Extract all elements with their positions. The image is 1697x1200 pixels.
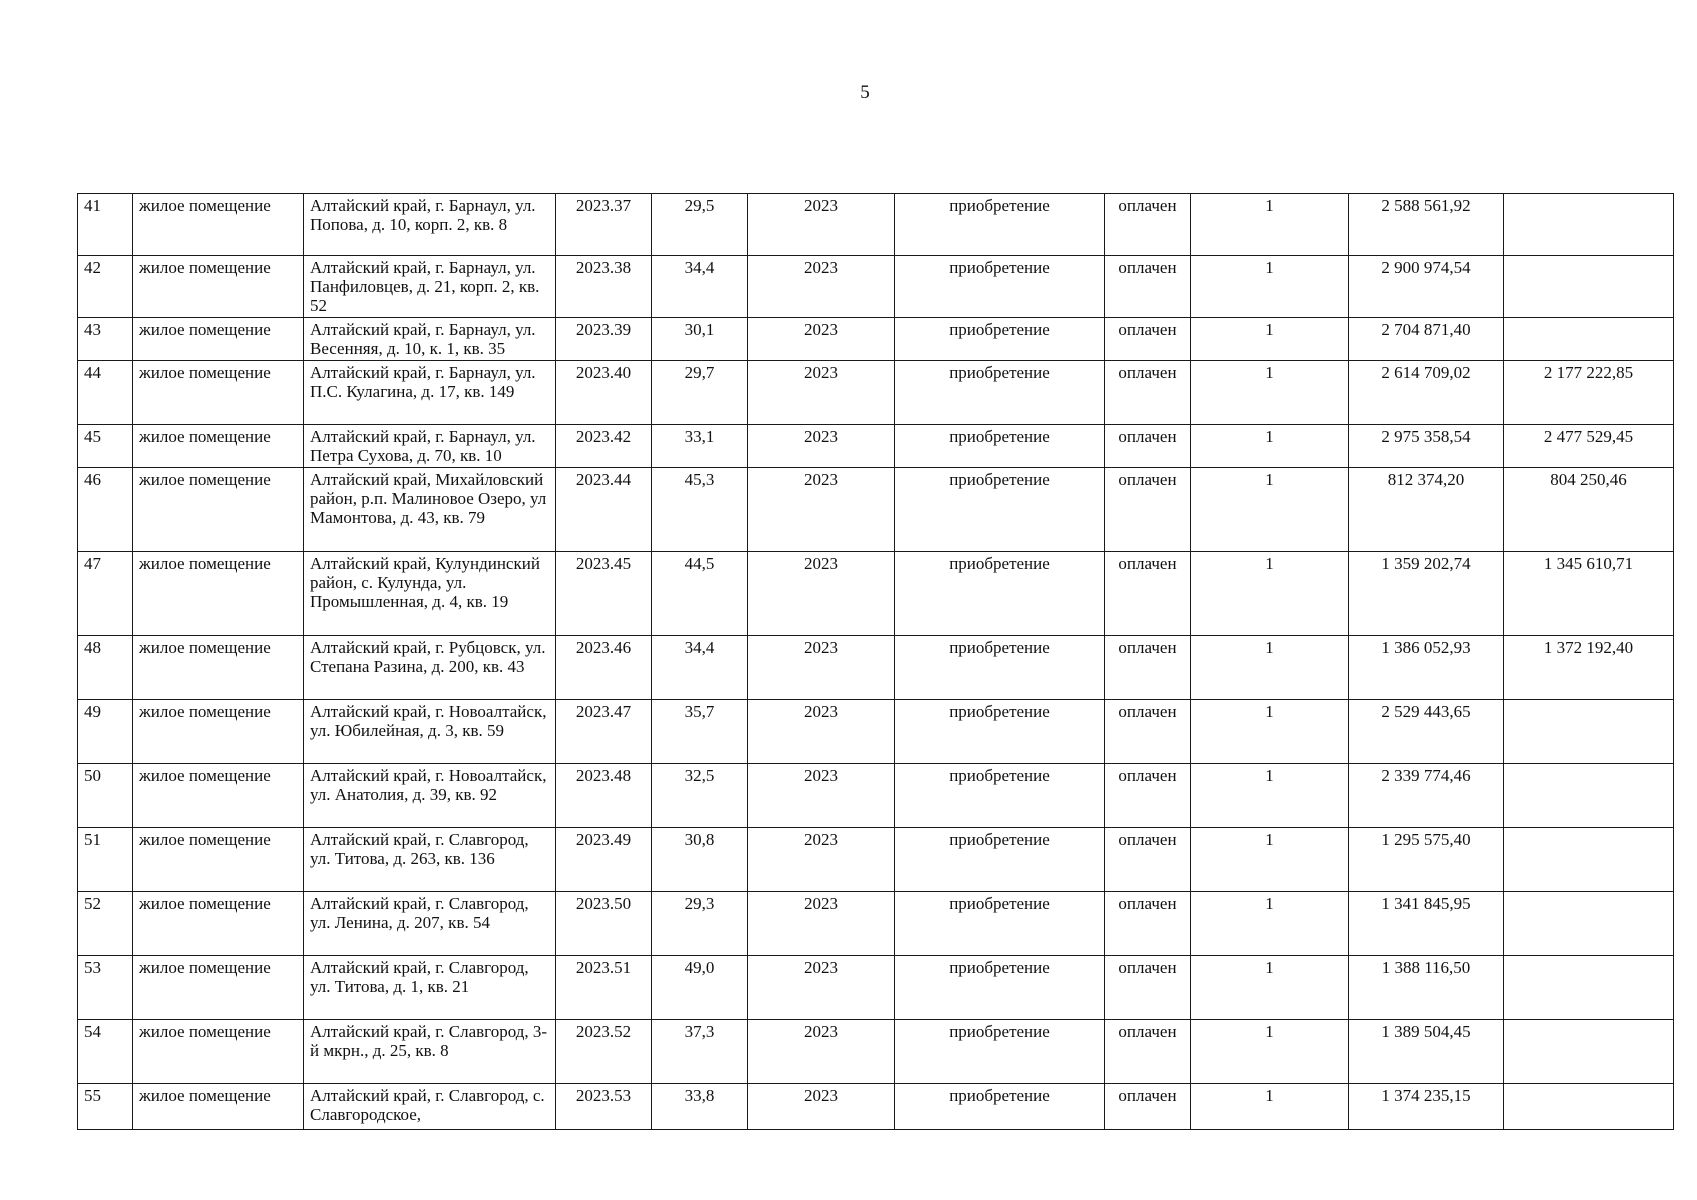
payment-status-cell: оплачен	[1105, 636, 1191, 700]
quantity-cell: 1	[1191, 256, 1349, 318]
quantity-cell: 1	[1191, 1020, 1349, 1084]
table-row	[78, 956, 1674, 1020]
row-number-cell: 42	[78, 256, 133, 318]
registry-code-cell: 2023.50	[556, 892, 652, 956]
property-area-cell: 34,4	[652, 636, 748, 700]
property-type-cell: жилое помещение	[133, 956, 304, 1020]
property-type-cell: жилое помещение	[133, 700, 304, 764]
acquisition-year-cell: 2023	[748, 892, 895, 956]
property-type-cell: жилое помещение	[133, 425, 304, 468]
property-registry-table	[77, 193, 1674, 1130]
acquisition-year-cell: 2023	[748, 828, 895, 892]
operation-type-cell: приобретение	[895, 361, 1105, 425]
acquisition-year-cell: 2023	[748, 1084, 895, 1130]
operation-type-cell: приобретение	[895, 194, 1105, 256]
registry-code-cell: 2023.42	[556, 425, 652, 468]
acquisition-year-cell: 2023	[748, 194, 895, 256]
property-area-cell: 34,4	[652, 256, 748, 318]
acquisition-year-cell: 2023	[748, 256, 895, 318]
property-address-cell: Алтайский край, г. Славгород, с. Славгородское,	[304, 1084, 556, 1130]
payment-status-cell: оплачен	[1105, 700, 1191, 764]
property-address-cell: Алтайский край, г. Славгород, ул. Ленина, д. 207, кв. 54	[304, 892, 556, 956]
payment-status-cell: оплачен	[1105, 1084, 1191, 1130]
property-type-cell: жилое помещение	[133, 1084, 304, 1130]
table-row	[78, 425, 1674, 468]
property-area-cell: 29,5	[652, 194, 748, 256]
row-number-cell: 48	[78, 636, 133, 700]
property-area-cell: 30,8	[652, 828, 748, 892]
contract-sum-cell: 2 588 561,92	[1349, 194, 1504, 256]
quantity-cell: 1	[1191, 468, 1349, 552]
registry-code-cell: 2023.48	[556, 764, 652, 828]
operation-type-cell: приобретение	[895, 1020, 1105, 1084]
contract-sum-cell: 2 529 443,65	[1349, 700, 1504, 764]
row-number-cell: 51	[78, 828, 133, 892]
paid-amount-cell	[1504, 956, 1674, 1020]
paid-amount-cell	[1504, 1020, 1674, 1084]
quantity-cell: 1	[1191, 552, 1349, 636]
operation-type-cell: приобретение	[895, 552, 1105, 636]
row-number-cell: 49	[78, 700, 133, 764]
payment-status-cell: оплачен	[1105, 1020, 1191, 1084]
contract-sum-cell: 812 374,20	[1349, 468, 1504, 552]
quantity-cell: 1	[1191, 828, 1349, 892]
registry-code-cell: 2023.45	[556, 552, 652, 636]
contract-sum-cell: 2 339 774,46	[1349, 764, 1504, 828]
property-address-cell: Алтайский край, г. Барнаул, ул. Попова, д. 10, корп. 2, кв. 8	[304, 194, 556, 256]
operation-type-cell: приобретение	[895, 700, 1105, 764]
registry-code-cell: 2023.47	[556, 700, 652, 764]
registry-code-cell: 2023.37	[556, 194, 652, 256]
registry-code-cell: 2023.46	[556, 636, 652, 700]
paid-amount-cell: 2 177 222,85	[1504, 361, 1674, 425]
paid-amount-cell: 1 372 192,40	[1504, 636, 1674, 700]
paid-amount-cell	[1504, 892, 1674, 956]
contract-sum-cell: 2 975 358,54	[1349, 425, 1504, 468]
property-type-cell: жилое помещение	[133, 1020, 304, 1084]
row-number-cell: 53	[78, 956, 133, 1020]
paid-amount-cell	[1504, 318, 1674, 361]
quantity-cell: 1	[1191, 425, 1349, 468]
contract-sum-cell: 2 900 974,54	[1349, 256, 1504, 318]
property-type-cell: жилое помещение	[133, 828, 304, 892]
acquisition-year-cell: 2023	[748, 361, 895, 425]
payment-status-cell: оплачен	[1105, 425, 1191, 468]
operation-type-cell: приобретение	[895, 892, 1105, 956]
payment-status-cell: оплачен	[1105, 828, 1191, 892]
payment-status-cell: оплачен	[1105, 318, 1191, 361]
contract-sum-cell: 1 388 116,50	[1349, 956, 1504, 1020]
property-address-cell: Алтайский край, г. Славгород, 3-й мкрн., д. 25, кв. 8	[304, 1020, 556, 1084]
property-area-cell: 33,8	[652, 1084, 748, 1130]
registry-code-cell: 2023.51	[556, 956, 652, 1020]
contract-sum-cell: 2 614 709,02	[1349, 361, 1504, 425]
contract-sum-cell: 1 295 575,40	[1349, 828, 1504, 892]
paid-amount-cell	[1504, 1084, 1674, 1130]
payment-status-cell: оплачен	[1105, 361, 1191, 425]
table-row	[78, 256, 1674, 318]
property-type-cell: жилое помещение	[133, 764, 304, 828]
registry-code-cell: 2023.39	[556, 318, 652, 361]
operation-type-cell: приобретение	[895, 425, 1105, 468]
property-address-cell: Алтайский край, г. Барнаул, ул. Петра Сухова, д. 70, кв. 10	[304, 425, 556, 468]
property-area-cell: 29,3	[652, 892, 748, 956]
contract-sum-cell: 1 374 235,15	[1349, 1084, 1504, 1130]
paid-amount-cell: 804 250,46	[1504, 468, 1674, 552]
property-area-cell: 33,1	[652, 425, 748, 468]
acquisition-year-cell: 2023	[748, 636, 895, 700]
operation-type-cell: приобретение	[895, 256, 1105, 318]
acquisition-year-cell: 2023	[748, 468, 895, 552]
table-row	[78, 764, 1674, 828]
property-type-cell: жилое помещение	[133, 552, 304, 636]
property-area-cell: 29,7	[652, 361, 748, 425]
property-address-cell: Алтайский край, г. Новоалтайск, ул. Юбилейная, д. 3, кв. 59	[304, 700, 556, 764]
property-address-cell: Алтайский край, г. Новоалтайск, ул. Анатолия, д. 39, кв. 92	[304, 764, 556, 828]
page-number: 5	[860, 82, 870, 103]
table-row	[78, 318, 1674, 361]
property-area-cell: 35,7	[652, 700, 748, 764]
payment-status-cell: оплачен	[1105, 256, 1191, 318]
property-address-cell: Алтайский край, Михайловский район, р.п. Малиновое Озеро, ул Мамонтова, д. 43, кв. 79	[304, 468, 556, 552]
row-number-cell: 45	[78, 425, 133, 468]
quantity-cell: 1	[1191, 956, 1349, 1020]
registry-code-cell: 2023.52	[556, 1020, 652, 1084]
acquisition-year-cell: 2023	[748, 425, 895, 468]
row-number-cell: 54	[78, 1020, 133, 1084]
acquisition-year-cell: 2023	[748, 956, 895, 1020]
payment-status-cell: оплачен	[1105, 552, 1191, 636]
table-row	[78, 468, 1674, 552]
quantity-cell: 1	[1191, 892, 1349, 956]
operation-type-cell: приобретение	[895, 636, 1105, 700]
property-type-cell: жилое помещение	[133, 194, 304, 256]
operation-type-cell: приобретение	[895, 318, 1105, 361]
paid-amount-cell	[1504, 256, 1674, 318]
property-area-cell: 49,0	[652, 956, 748, 1020]
operation-type-cell: приобретение	[895, 828, 1105, 892]
quantity-cell: 1	[1191, 700, 1349, 764]
row-number-cell: 44	[78, 361, 133, 425]
table-row	[78, 194, 1674, 256]
property-address-cell: Алтайский край, г. Барнаул, ул. Панфиловцев, д. 21, корп. 2, кв. 52	[304, 256, 556, 318]
quantity-cell: 1	[1191, 361, 1349, 425]
paid-amount-cell	[1504, 194, 1674, 256]
acquisition-year-cell: 2023	[748, 318, 895, 361]
property-area-cell: 37,3	[652, 1020, 748, 1084]
paid-amount-cell	[1504, 828, 1674, 892]
quantity-cell: 1	[1191, 636, 1349, 700]
paid-amount-cell	[1504, 764, 1674, 828]
payment-status-cell: оплачен	[1105, 764, 1191, 828]
table-row	[78, 636, 1674, 700]
contract-sum-cell: 1 341 845,95	[1349, 892, 1504, 956]
property-type-cell: жилое помещение	[133, 318, 304, 361]
paid-amount-cell: 2 477 529,45	[1504, 425, 1674, 468]
property-address-cell: Алтайский край, г. Рубцовск, ул. Степана Разина, д. 200, кв. 43	[304, 636, 556, 700]
acquisition-year-cell: 2023	[748, 764, 895, 828]
row-number-cell: 52	[78, 892, 133, 956]
property-type-cell: жилое помещение	[133, 468, 304, 552]
table-row	[78, 700, 1674, 764]
property-area-cell: 45,3	[652, 468, 748, 552]
table-row	[78, 892, 1674, 956]
quantity-cell: 1	[1191, 318, 1349, 361]
row-number-cell: 47	[78, 552, 133, 636]
property-address-cell: Алтайский край, Кулундинский район, с. Кулунда, ул. Промышленная, д. 4, кв. 19	[304, 552, 556, 636]
row-number-cell: 43	[78, 318, 133, 361]
property-area-cell: 32,5	[652, 764, 748, 828]
property-type-cell: жилое помещение	[133, 256, 304, 318]
row-number-cell: 41	[78, 194, 133, 256]
payment-status-cell: оплачен	[1105, 468, 1191, 552]
quantity-cell: 1	[1191, 1084, 1349, 1130]
paid-amount-cell: 1 345 610,71	[1504, 552, 1674, 636]
property-type-cell: жилое помещение	[133, 361, 304, 425]
contract-sum-cell: 1 386 052,93	[1349, 636, 1504, 700]
contract-sum-cell: 2 704 871,40	[1349, 318, 1504, 361]
acquisition-year-cell: 2023	[748, 700, 895, 764]
property-address-cell: Алтайский край, г. Славгород, ул. Титова, д. 263, кв. 136	[304, 828, 556, 892]
operation-type-cell: приобретение	[895, 1084, 1105, 1130]
registry-code-cell: 2023.40	[556, 361, 652, 425]
payment-status-cell: оплачен	[1105, 956, 1191, 1020]
property-address-cell: Алтайский край, г. Славгород, ул. Титова, д. 1, кв. 21	[304, 956, 556, 1020]
property-address-cell: Алтайский край, г. Барнаул, ул. Весенняя, д. 10, к. 1, кв. 35	[304, 318, 556, 361]
quantity-cell: 1	[1191, 764, 1349, 828]
operation-type-cell: приобретение	[895, 956, 1105, 1020]
quantity-cell: 1	[1191, 194, 1349, 256]
table-row	[78, 1020, 1674, 1084]
table-row	[78, 1084, 1674, 1130]
table-row	[78, 552, 1674, 636]
paid-amount-cell	[1504, 700, 1674, 764]
table-body	[78, 194, 1674, 1130]
registry-code-cell: 2023.44	[556, 468, 652, 552]
property-type-cell: жилое помещение	[133, 636, 304, 700]
registry-code-cell: 2023.49	[556, 828, 652, 892]
payment-status-cell: оплачен	[1105, 194, 1191, 256]
operation-type-cell: приобретение	[895, 764, 1105, 828]
acquisition-year-cell: 2023	[748, 552, 895, 636]
contract-sum-cell: 1 359 202,74	[1349, 552, 1504, 636]
row-number-cell: 46	[78, 468, 133, 552]
property-area-cell: 44,5	[652, 552, 748, 636]
table-row	[78, 361, 1674, 425]
registry-code-cell: 2023.38	[556, 256, 652, 318]
row-number-cell: 55	[78, 1084, 133, 1130]
table-row	[78, 828, 1674, 892]
row-number-cell: 50	[78, 764, 133, 828]
contract-sum-cell: 1 389 504,45	[1349, 1020, 1504, 1084]
payment-status-cell: оплачен	[1105, 892, 1191, 956]
property-address-cell: Алтайский край, г. Барнаул, ул. П.С. Кулагина, д. 17, кв. 149	[304, 361, 556, 425]
property-area-cell: 30,1	[652, 318, 748, 361]
operation-type-cell: приобретение	[895, 468, 1105, 552]
property-type-cell: жилое помещение	[133, 892, 304, 956]
acquisition-year-cell: 2023	[748, 1020, 895, 1084]
registry-code-cell: 2023.53	[556, 1084, 652, 1130]
